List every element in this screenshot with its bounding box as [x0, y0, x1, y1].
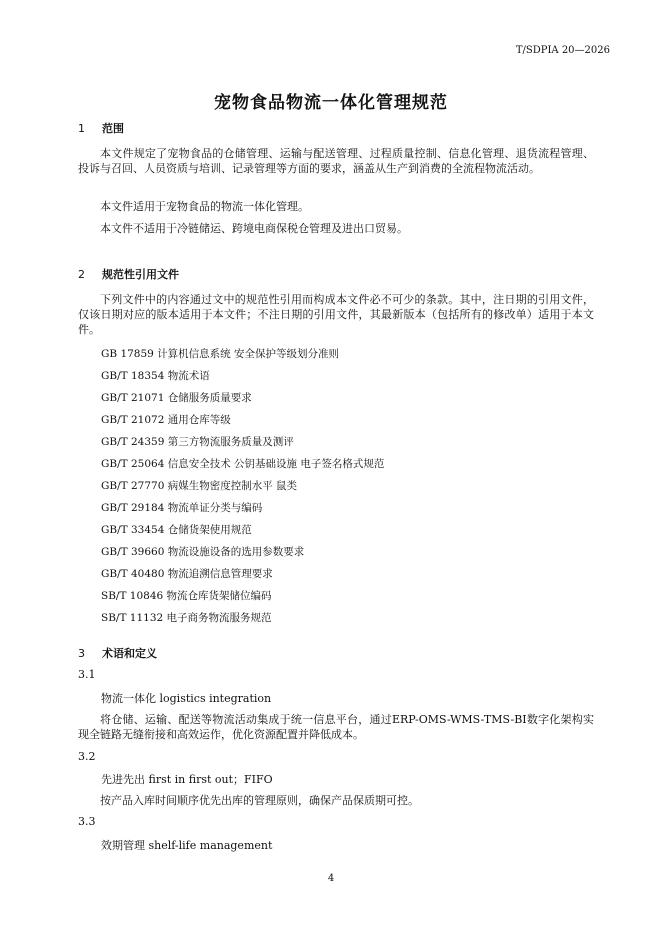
- section-number: 2: [78, 268, 85, 281]
- section-2-heading: [78, 266, 179, 282]
- reference-item: GB/T 21072 通用仓库等级: [101, 414, 231, 426]
- term-name: 物流一体化 logistics integration: [101, 692, 272, 705]
- section-3-heading: [78, 645, 157, 661]
- scope-paragraph-1: 本文件规定了宠物食品的仓储管理、运输与配送管理、过程质量控制、信息化管理、退货流程管理、投诉与召回、人员资质与培训、记录管理等方面的要求，涵盖从生产到消费的全流程物流活动。: [78, 147, 594, 175]
- section-title: 范围: [102, 122, 124, 135]
- reference-item: GB/T 29184 物流单证分类与编码: [101, 502, 263, 514]
- page-number: 4: [327, 873, 335, 884]
- scope-paragraph-2: 本文件适用于宠物食品的物流一体化管理。: [100, 200, 309, 213]
- reference-item: GB 17859 计算机信息系统 安全保护等级划分准则: [101, 348, 340, 360]
- term-number: 3.2: [78, 750, 96, 763]
- reference-item: GB/T 18354 物流术语: [101, 370, 210, 382]
- reference-item: GB/T 24359 第三方物流服务质量及测评: [101, 436, 294, 448]
- reference-item: GB/T 39660 物流设施设备的选用参数要求: [101, 546, 305, 558]
- term-name: 先进先出 first in first out；FIFO: [101, 773, 273, 786]
- reference-item: GB/T 40480 物流追溯信息管理要求: [101, 568, 273, 580]
- section-title: 术语和定义: [102, 647, 157, 660]
- reference-item: GB/T 25064 信息安全技术 公钥基础设施 电子签名格式规范: [101, 458, 385, 470]
- document-code: T/SDPIA 20—2026: [515, 45, 610, 56]
- scope-paragraph-3: 本文件不适用于冷链储运、跨境电商保税仓管理及进出口贸易。: [100, 222, 408, 235]
- term-name: 效期管理 shelf-life management: [101, 839, 273, 852]
- section-number: 1: [78, 122, 85, 135]
- reference-item: GB/T 33454 仓储货架使用规范: [101, 524, 252, 536]
- reference-item: SB/T 11132 电子商务物流服务规范: [101, 612, 272, 624]
- section-title: 规范性引用文件: [102, 268, 179, 281]
- section-1-heading: [78, 120, 124, 136]
- references-intro: 下列文件中的内容通过文中的规范性引用而构成本文件必不可少的条款。其中，注日期的引用文件，仅该日期对应的版本适用于本文件；不注日期的引用文件，其最新版本（包括所有的修改单）适用于本文件。: [78, 293, 594, 336]
- term-number: 3.1: [78, 668, 96, 681]
- term-definition: 将仓储、运输、配送等物流活动集成于统一信息平台，通过ERP-OMS-WMS-TMS-BI数字化架构实现全链路无缝衔接和高效运作，优化资源配置并降低成本。: [78, 713, 594, 741]
- term-definition: 按产品入库时间顺序优先出库的管理原则，确保产品保质期可控。: [100, 794, 419, 807]
- reference-item: GB/T 21071 仓储服务质量要求: [101, 392, 252, 404]
- section-number: 3: [78, 647, 85, 660]
- reference-item: GB/T 27770 病媒生物密度控制水平 鼠类: [101, 480, 298, 492]
- term-number: 3.3: [78, 815, 96, 828]
- document-title: 宠物食品物流一体化管理规范: [214, 93, 448, 113]
- reference-item: SB/T 10846 物流仓库货架储位编码: [101, 590, 272, 602]
